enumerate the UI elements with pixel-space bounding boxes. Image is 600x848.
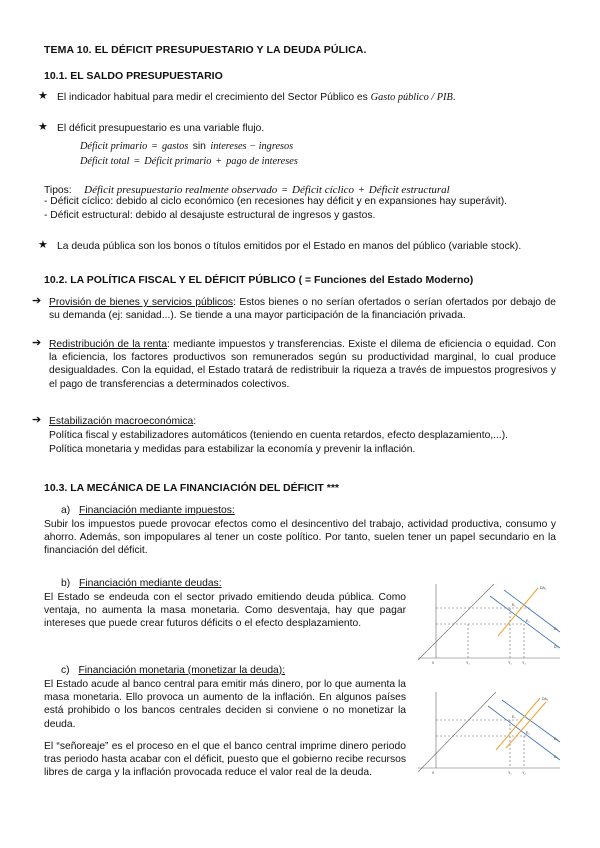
supply-curve [498, 588, 538, 636]
formula-deficit-primario: Déficit primario = gastos sin intereses − ingresos [80, 141, 294, 152]
item-provision: Provisión de bienes y servicios públicos: Estos bienes o no serían ofertados o serían ofertados por debajo de su demanda (ej: sanidad...). Se tiende a una mayor participación de la financiación privada. [49, 297, 556, 322]
demand-curve-2 [504, 590, 560, 632]
estabilizacion-line-2: Política monetaria y medidas para estabilizar la economía y prevenir la inflación. [49, 444, 416, 455]
tipos-line: Tipos: Déficit presupuestario realmente observado = Déficit cíclico + Déficit estructural [44, 184, 450, 196]
deficit-estructural: - Déficit estructural: debido al desajuste estructural de ingresos y gastos. [44, 210, 376, 221]
formula-deficit-total: Déficit total = Déficit primario + pago de intereses [80, 156, 298, 167]
svg-text:DA₂: DA₂ [542, 697, 549, 701]
subsection-b-text: El Estado se endeuda con el sector privado emitiendo deuda pública. Como ventaja, no aumenta la masa monetaria. Como desventaja, hay que pagar intereses que puede crear futuros déficits o el efecto desplazamiento. [44, 592, 406, 630]
diagram-45-line [418, 692, 496, 772]
supply-curve-1 [496, 698, 540, 750]
item-estabilizacion: Estabilización macroeconómica: [49, 416, 197, 427]
formula-gasto-pib: Gasto público / PIB [370, 92, 453, 103]
star-icon: ★ [38, 239, 48, 251]
arrow-right-icon: ➔ [32, 414, 42, 426]
section-heading-10-1: 10.1. EL SALDO PRESUPUESTARIO [44, 70, 223, 82]
deficit-ciclico: - Déficit cíclico: debido al ciclo económico (en recesiones hay déficit y en expansiones hay superávit). [44, 196, 508, 207]
svg-text:0: 0 [432, 661, 434, 665]
page-title: TEMA 10. EL DÉFICIT PRESUPUESTARIO Y LA DEUDA PÚLICA. [44, 44, 367, 56]
subsection-c: c) Financiación monetaria (monetizar la deuda): [61, 665, 286, 676]
svg-text:Y₂: Y₂ [522, 661, 526, 665]
svg-text:D₁: D₁ [554, 645, 558, 649]
star-icon: ★ [38, 90, 48, 102]
subsection-c-text-2: El “señoreaje” es el proceso en el que el banco central imprime dinero periodo tras periodo hasta acabar con el déficit, puesto que el gobierno recibe recursos libres de carga y la inflación provocada reduce el valor real de la deuda. [44, 741, 406, 779]
arrow-right-icon: ➔ [32, 337, 42, 349]
svg-text:Y₁: Y₁ [508, 771, 512, 775]
supply-curve-2 [506, 702, 546, 748]
svg-text:D₁: D₁ [554, 755, 558, 759]
svg-text:E₂: E₂ [526, 731, 530, 735]
estabilizacion-line-1: Política fiscal y estabilizadores automáticos (teniendo en cuenta retardos, efecto desplazamiento,...). [49, 430, 509, 441]
svg-text:E₁: E₁ [512, 603, 516, 607]
section-heading-10-2: 10.2. LA POLÍTICA FISCAL Y EL DÉFICIT PÚBLICO ( = Funciones del Estado Moderno) [44, 274, 474, 286]
subsection-c-text: El Estado acude al banco central para emitir más dinero, por lo que aumenta la masa monetaria. Ello provoca un aumento de la inflación. En algunos países está prohibido o los bancos centrales deciden si conviene o no monetizar la deuda. [44, 679, 406, 730]
item-redistribucion: Redistribución de la renta: mediante impuestos y transferencias. Existe el dilema de eficiencia o equidad. Con la eficiencia, los factores productivos son remunerados según su productividad marginal, lo cual produce desigualdades. Con la equidad, el Estado tratará de redistribuir la riqueza a través de impuestos progresivos y el pago de transferencias a determinados colectivos. [49, 339, 556, 390]
subsection-b: b) Financiación mediante deudas: [61, 578, 222, 589]
demand-curve-1 [488, 706, 560, 760]
svg-text:E₁: E₁ [512, 715, 516, 719]
svg-text:Y₁: Y₁ [508, 661, 512, 665]
svg-text:0: 0 [432, 771, 434, 775]
subsection-a-text: Subir los impuestos puede provocar efectos como el desincentivo del trabajo, actividad productiva, consumo y ahorro. Además, son impopulares al tener un coste político. Por tanto, suelen tener un papel secundario en la financiación del déficit. [44, 519, 556, 557]
svg-text:D₂: D₂ [554, 627, 558, 631]
demand-curve-2 [502, 700, 560, 742]
diagram-45-line [418, 584, 494, 660]
bullet-deuda: La deuda pública son los bonos o títulos emitidos por el Estado en manos del público (variable stock). [57, 241, 522, 252]
star-icon: ★ [38, 121, 48, 133]
section-heading-10-3: 10.3. LA MECÁNICA DE LA FINANCIACIÓN DEL DÉFICIT *** [44, 482, 339, 494]
svg-text:D₂: D₂ [554, 737, 558, 741]
svg-text:DA₂: DA₂ [540, 586, 547, 590]
svg-text:Y₂: Y₂ [522, 771, 526, 775]
arrow-right-icon: ➔ [32, 295, 42, 307]
subsection-a: a) Financiación mediante impuestos: [61, 505, 235, 516]
bullet-growth: El indicador habitual para medir el crecimiento del Sector Público es Gasto público / PIB. [57, 92, 456, 103]
svg-text:E₂: E₂ [526, 619, 530, 623]
svg-text:Y₁: Y₁ [466, 661, 470, 665]
debt-financing-diagram [414, 578, 564, 670]
monetary-financing-diagram [414, 686, 564, 782]
bullet-flujo: El déficit presupuestario es una variable flujo. [57, 123, 265, 134]
